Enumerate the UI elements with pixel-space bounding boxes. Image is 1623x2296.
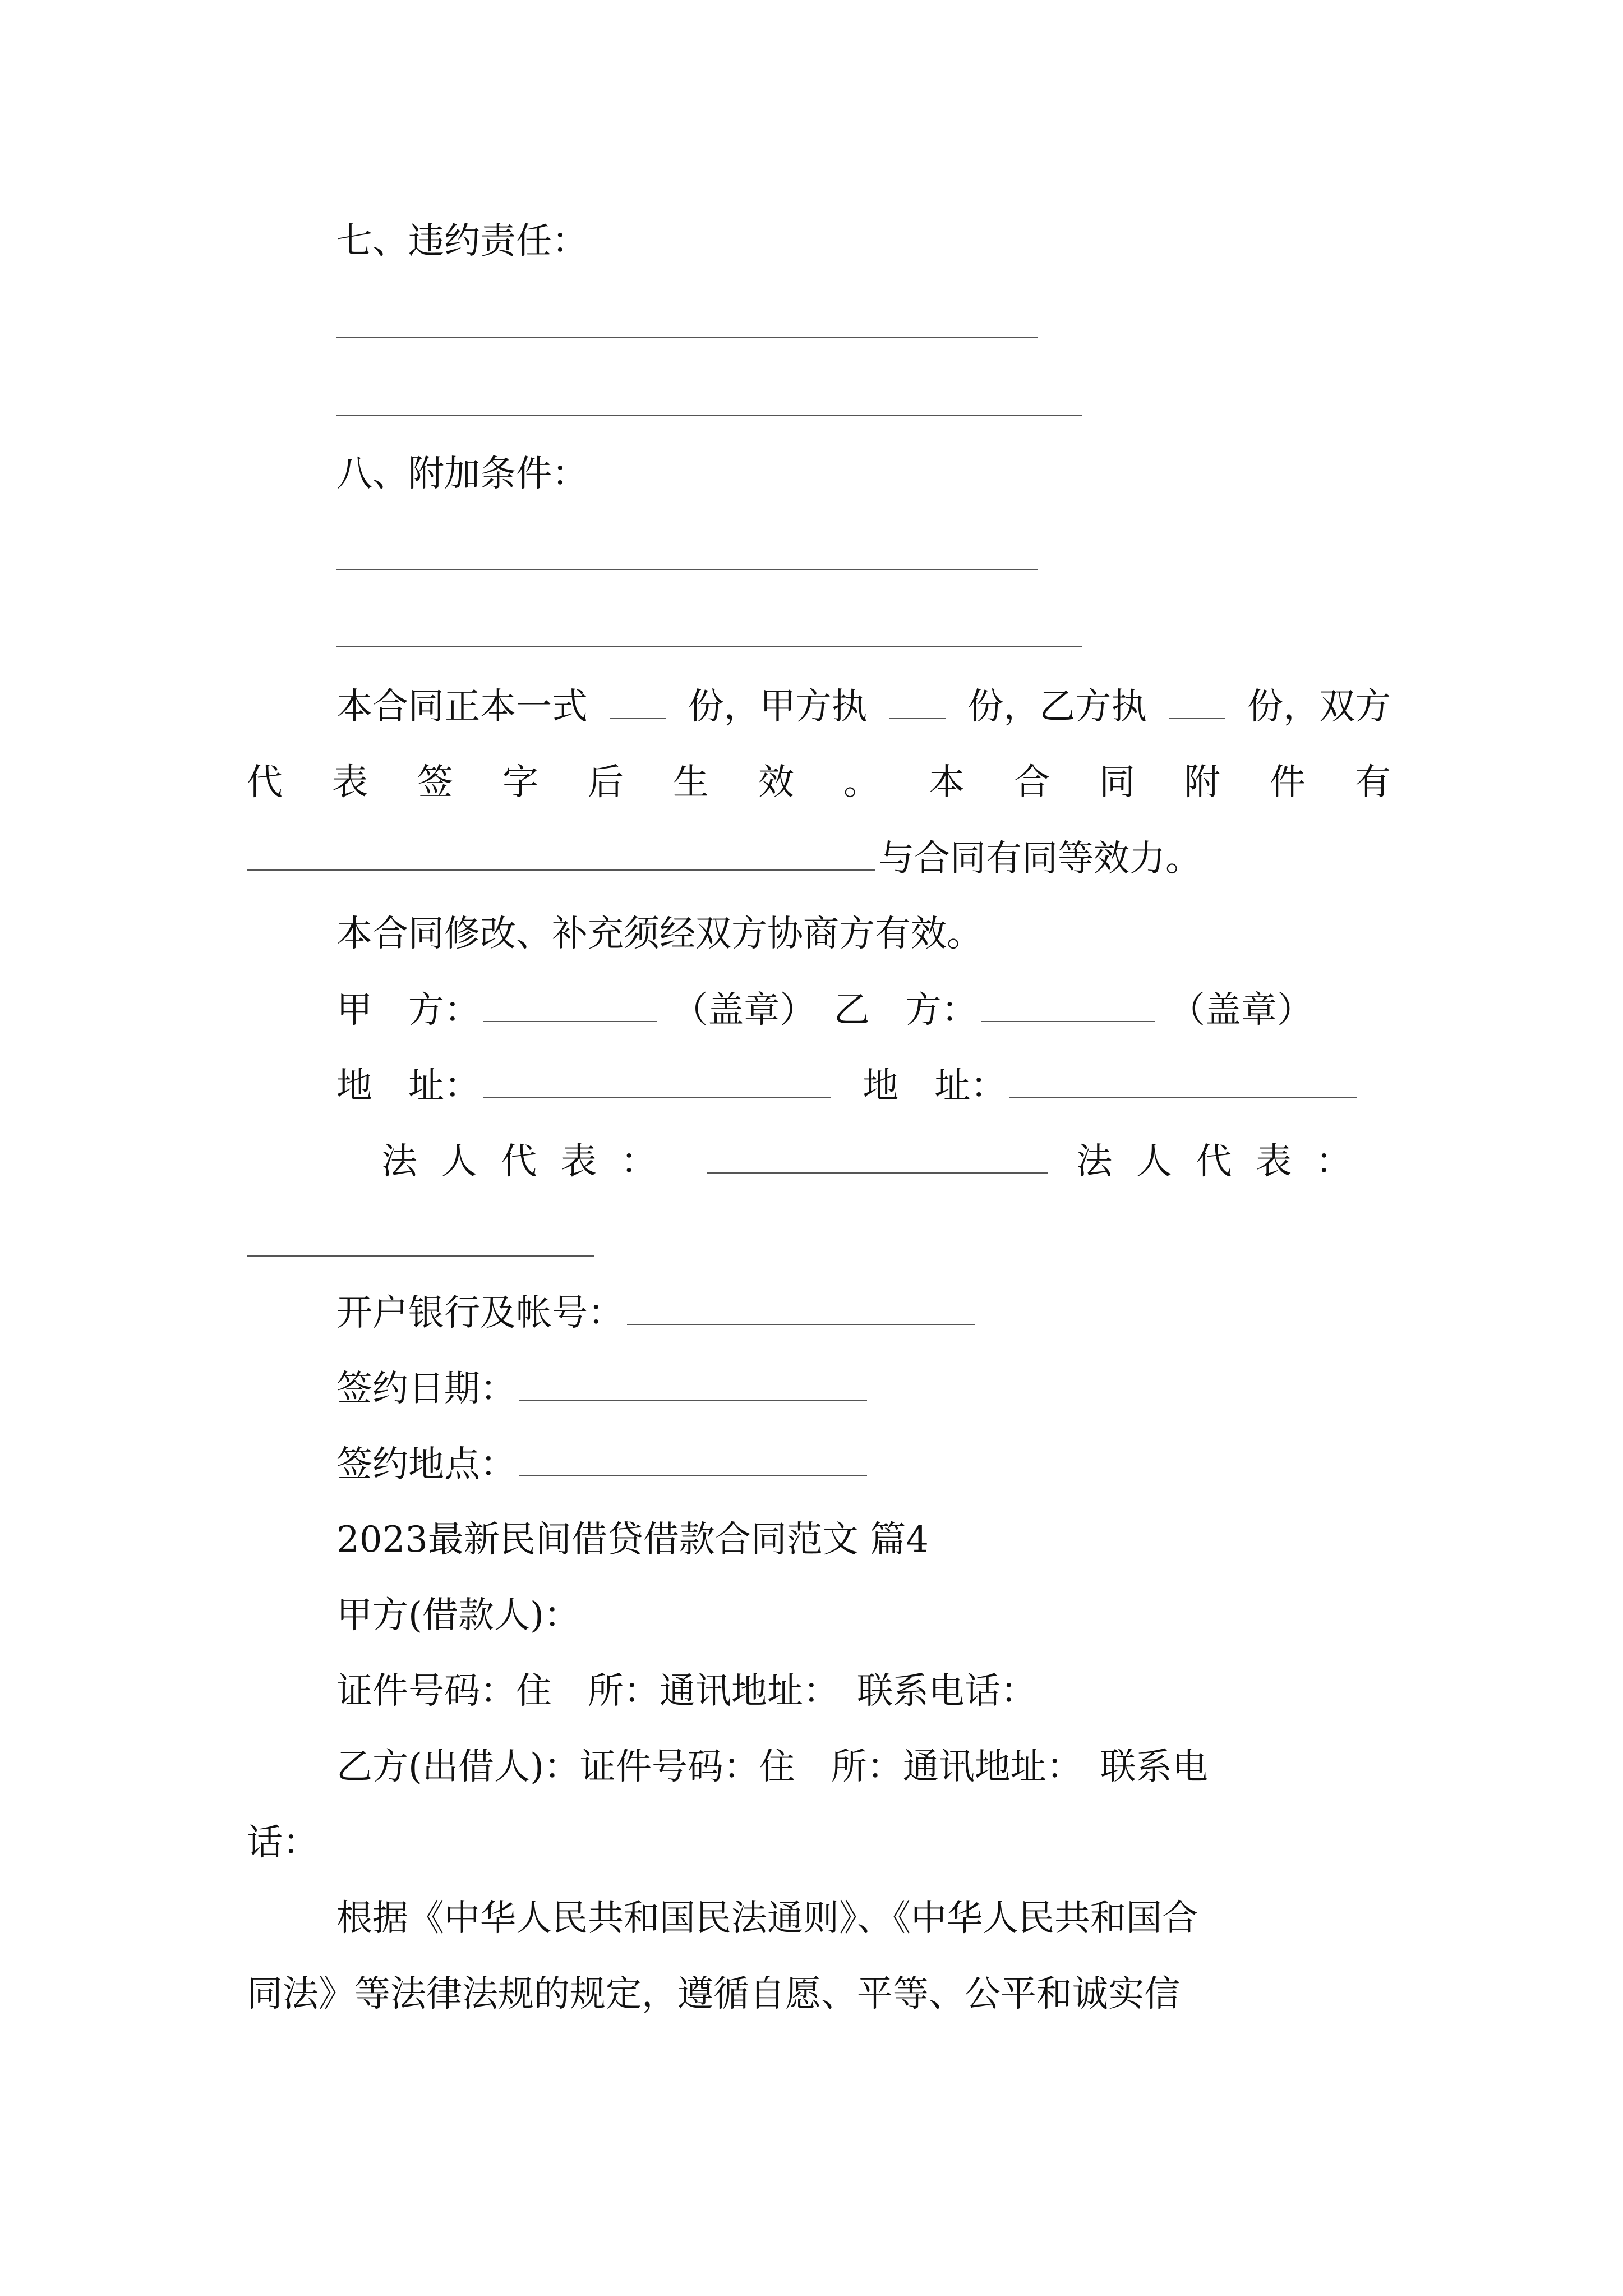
lender-info-line-2: 话： xyxy=(247,1822,319,1864)
place-label: 签约地点： xyxy=(336,1444,516,1485)
copies-blank xyxy=(889,684,946,719)
date-blank xyxy=(519,1366,867,1401)
section-breach-title: 七、违约责任： xyxy=(336,220,588,262)
borrower-info: 证件号码：住 所：通讯地址： 联系电话： xyxy=(336,1671,1036,1712)
blank-line xyxy=(336,337,1038,338)
place-line xyxy=(336,1442,870,1487)
legal-rep-a-char: 表 xyxy=(561,1141,597,1182)
legal-rep-b-blank xyxy=(247,1255,594,1257)
copies-line-2 xyxy=(247,760,1391,805)
copies-char: 本 xyxy=(929,762,965,803)
date-line xyxy=(336,1366,870,1411)
legal-rep-a-label xyxy=(381,1139,657,1184)
seal-a: （盖章） xyxy=(672,990,816,1031)
copies-char: 。 xyxy=(843,762,879,803)
section-heading: 2023最新民间借贷借款合同范文 篇4 xyxy=(336,1519,929,1561)
copies-line-1 xyxy=(336,684,1391,729)
legal-rep-b-label xyxy=(1076,1139,1352,1184)
copies-char: 生 xyxy=(673,762,709,803)
party-line xyxy=(336,987,1313,1033)
date-label: 签约日期： xyxy=(336,1368,516,1410)
copies-char: 同 xyxy=(1099,762,1135,803)
modify-clause: 本合同修改、补充须经双方协商方有效。 xyxy=(336,913,983,955)
copies-char: 合 xyxy=(1014,762,1050,803)
borrower-label: 甲方(借款人)： xyxy=(336,1595,580,1636)
legal-rep-b-char: 代 xyxy=(1196,1141,1232,1182)
legal-rep-b-char: 法 xyxy=(1076,1141,1113,1182)
copies-char: 表 xyxy=(332,762,368,803)
copies-char: 后 xyxy=(588,762,624,803)
blank-line xyxy=(336,646,1082,647)
bank-blank xyxy=(627,1290,975,1325)
blank-line xyxy=(336,569,1038,570)
address-b-blank xyxy=(1009,1063,1357,1098)
section-additional-title: 八、附加条件： xyxy=(336,453,588,495)
lender-info-line-1: 乙方(出借人)：证件号码：住 所：通讯地址： 联系电 xyxy=(336,1746,1208,1788)
legal-rep-a-char: ： xyxy=(620,1141,657,1182)
bank-line xyxy=(336,1290,978,1336)
copies-tail: 与合同有同等效力。 xyxy=(878,838,1201,880)
address-a-blank xyxy=(483,1063,831,1098)
legal-rep-b-char: 人 xyxy=(1136,1141,1172,1182)
seal-b: （盖章） xyxy=(1169,990,1313,1031)
address-line xyxy=(336,1063,1361,1108)
legal-rep-a-blank xyxy=(707,1139,1049,1174)
party-a-blank xyxy=(483,987,657,1022)
copies-char: 件 xyxy=(1270,762,1306,803)
copies-blank xyxy=(1169,684,1225,719)
party-b-label: 乙 方： xyxy=(833,990,978,1031)
place-blank xyxy=(519,1442,867,1476)
address-a-label: 地 址： xyxy=(336,1065,480,1107)
basis-line-2: 同法》等法律法规的规定，遵循自愿、平等、公平和诚实信 xyxy=(247,1973,1180,2015)
legal-rep-b-char: ： xyxy=(1315,1141,1352,1182)
legal-rep-a-char: 代 xyxy=(501,1141,537,1182)
legal-rep-a-char: 人 xyxy=(441,1141,477,1182)
party-a-label: 甲 方： xyxy=(336,990,480,1031)
copies-char: 签 xyxy=(417,762,453,803)
copies-char: 效 xyxy=(758,762,794,803)
legal-rep-b-char: 表 xyxy=(1256,1141,1292,1182)
copies-text: 份，甲方执 xyxy=(688,686,868,728)
blank-line xyxy=(336,415,1082,416)
copies-text: 份，乙方执 xyxy=(967,686,1147,728)
copies-char: 代 xyxy=(247,762,283,803)
legal-rep-line xyxy=(381,1139,1352,1184)
copies-char: 附 xyxy=(1184,762,1220,803)
copies-char: 有 xyxy=(1355,762,1391,803)
party-b-blank xyxy=(981,987,1155,1022)
address-b-label: 地 址： xyxy=(863,1065,1007,1107)
basis-line-1: 根据《中华人民共和国民法通则》、《中华人民共和国合 xyxy=(336,1898,1198,1939)
copies-text: 本合同正本一式 xyxy=(336,686,588,728)
copies-char: 字 xyxy=(502,762,538,803)
legal-rep-a-char: 法 xyxy=(381,1141,417,1182)
copies-text: 份，双方 xyxy=(1247,686,1391,728)
attachment-blank xyxy=(247,836,875,871)
copies-blank xyxy=(610,684,666,719)
bank-label: 开户银行及帐号： xyxy=(336,1292,624,1334)
copies-line-3 xyxy=(247,836,1201,881)
